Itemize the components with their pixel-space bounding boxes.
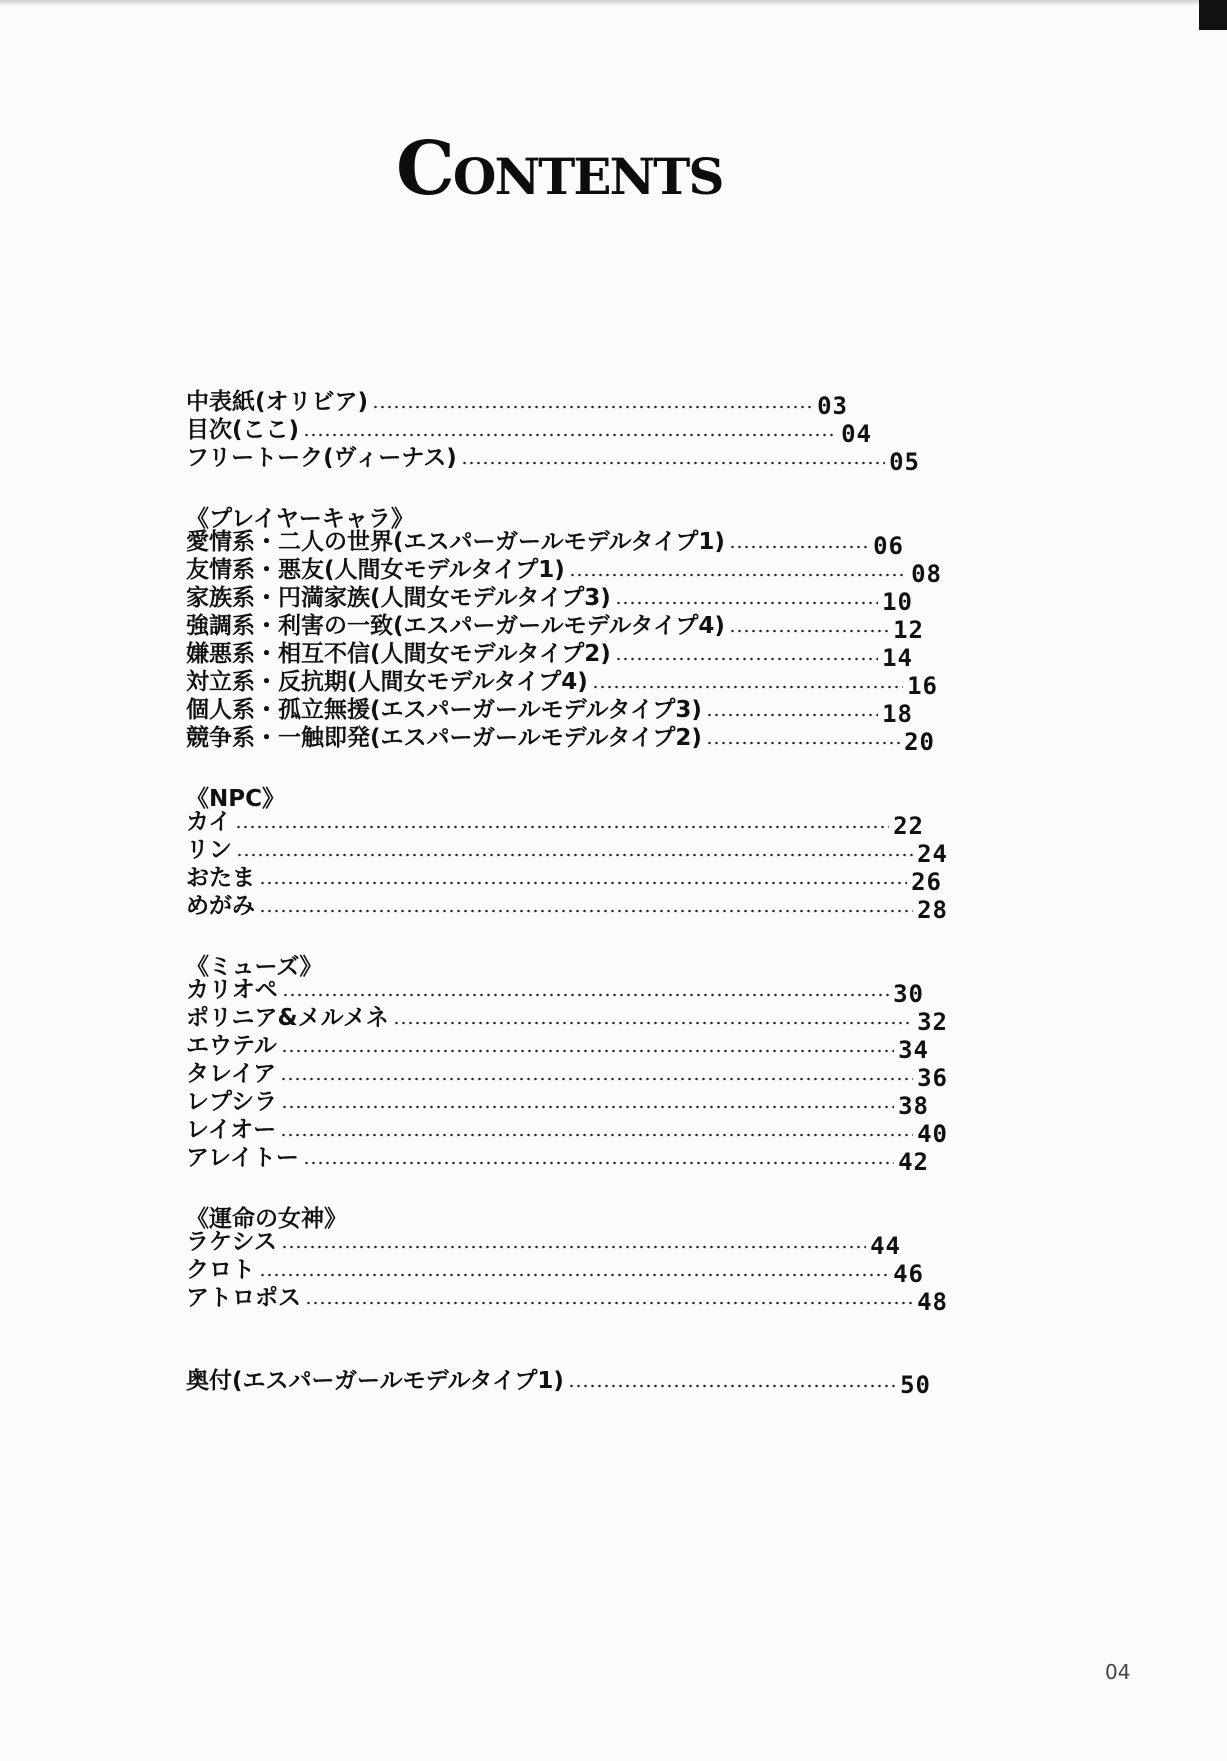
dot-leader [305,1301,913,1305]
title-rest: ONTENTS [452,147,723,206]
toc-entry-label: 家族系・円満家族(人間女モデルタイプ3) [186,585,611,611]
toc-entry-label: 友情系・悪友(人間女モデルタイプ1) [186,557,565,583]
toc-entry-label: おたま [186,865,255,891]
toc-entry-page: 03 [817,392,848,420]
dot-leader [615,657,878,661]
dot-leader [259,1273,889,1277]
toc-entry-label: レプシラ [186,1089,278,1115]
toc-entry-page: 48 [917,1288,948,1316]
dot-leader [280,1077,913,1081]
toc-entry-page: 05 [889,448,920,476]
scan-corner-mark [1199,0,1227,30]
toc-entry-page: 14 [882,644,913,672]
toc-entry-page: 04 [841,420,872,448]
dot-leader [372,405,813,409]
page-title [396,126,723,212]
toc-entry [186,808,924,840]
toc-entry [186,444,920,476]
dot-leader [281,1105,894,1109]
dot-leader [461,461,885,465]
dot-leader [706,741,900,745]
dot-leader [615,601,878,605]
toc-entry-label: 愛情系・二人の世界(エスパーガールモデルタイプ1) [186,529,725,555]
scan-edge [0,0,1227,6]
dot-leader [281,1245,866,1249]
dot-leader [706,713,878,717]
dot-leader [281,1049,894,1053]
toc-entry [186,892,948,924]
toc-entry-label: タレイア [186,1061,277,1087]
toc-entry-page: 24 [917,840,948,868]
toc-entry-page: 40 [917,1120,948,1148]
toc-entry-label: 嫌悪系・相互不信(人間女モデルタイプ2) [186,641,611,667]
toc-entry [186,1284,948,1316]
toc-entry-page: 22 [893,812,924,840]
toc-entry [186,1144,929,1176]
toc-entry [186,864,942,896]
toc-entry-page: 16 [907,672,938,700]
dot-leader [568,1384,896,1388]
section-heading: 《NPC》 [186,786,285,812]
toc-entry-label: 対立系・反抗期(人間女モデルタイプ4) [186,669,588,695]
toc-entry-page: 26 [911,868,942,896]
toc-entry-page: 34 [898,1036,929,1064]
toc-entry-page: 12 [893,616,924,644]
section-heading: 《ミューズ》 [186,954,323,980]
toc-entry-page: 50 [900,1371,931,1399]
toc-entry-label: めがみ [186,893,255,919]
dot-leader [282,993,889,997]
dot-leader [592,685,903,689]
toc-entry-page: 18 [882,700,913,728]
dot-leader [393,1021,913,1025]
dot-leader [729,545,869,549]
dot-leader [235,825,889,829]
toc-entry [186,1367,931,1399]
toc-entry-label: エウテル [186,1033,277,1059]
toc-entry-label: 奥付(エスパーガールモデルタイプ1) [186,1368,564,1394]
toc-entry-label: 個人系・孤立無援(エスパーガールモデルタイプ3) [186,697,702,723]
toc-entry-label: カリオペ [186,977,278,1003]
toc-entry-page: 08 [911,560,942,588]
toc-entry-page: 46 [893,1260,924,1288]
toc-entry-label: ポリニア&メルメネ [186,1005,389,1031]
toc-entry-page: 20 [904,728,935,756]
toc-entry-label: クロト [186,1257,255,1283]
dot-leader [569,573,907,577]
dot-leader [303,1161,894,1165]
toc-entry [186,1004,948,1036]
toc-entry-page: 42 [898,1148,929,1176]
toc-entry-label: 強調系・利害の一致(エスパーガールモデルタイプ4) [186,613,725,639]
toc-entry-label: カイ [186,809,232,835]
toc-entry-page: 28 [917,896,948,924]
toc-entry-label: リン [186,837,232,863]
section-heading: 《プレイヤーキャラ》 [186,506,414,532]
toc-entry [186,1088,929,1120]
toc-entry-label: アレイトー [186,1145,299,1171]
toc-entry-page: 38 [898,1092,929,1120]
toc-entry [186,1032,929,1064]
dot-leader [236,853,913,857]
toc-entry-page: 30 [893,980,924,1008]
toc-entry [186,836,948,868]
dot-leader [303,433,837,437]
toc-entry-label: アトロポス [186,1285,301,1311]
dot-leader [729,629,889,633]
toc-entry [186,1060,948,1092]
toc-entry-label: ラケシス [186,1229,277,1255]
toc-entry [186,724,935,756]
toc-entry-label: 競争系・一触即発(エスパーガールモデルタイプ2) [186,725,702,751]
toc-entry-page: 32 [917,1008,948,1036]
dot-leader [259,909,913,913]
toc-entry [186,1228,901,1260]
toc-entry [186,1116,948,1148]
title-initial: C [396,126,453,212]
toc-entry-page: 10 [882,588,913,616]
toc-entry-page: 44 [870,1232,901,1260]
toc-entry-label: フリートーク(ヴィーナス) [186,445,457,471]
dot-leader [280,1133,913,1137]
page-number: 04 [1105,1660,1131,1684]
section-heading: 《運命の女神》 [186,1206,347,1232]
toc-entry-page: 06 [873,532,904,560]
toc-entry-label: 中表紙(オリビア) [186,389,369,415]
dot-leader [259,881,907,885]
toc-entry-page: 36 [917,1064,948,1092]
toc-entry-label: 目次(ここ) [186,417,300,443]
toc-entry-label: レイオー [186,1117,277,1143]
